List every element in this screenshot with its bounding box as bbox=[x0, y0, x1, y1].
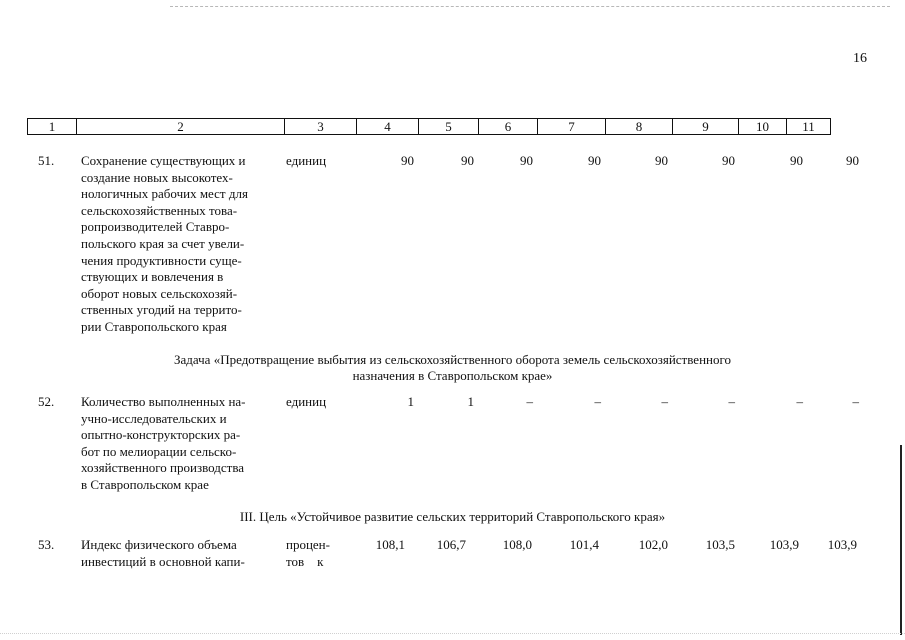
unit-line: единиц bbox=[286, 394, 327, 409]
indicator-name-line: создание новых высокотех- bbox=[81, 169, 233, 185]
indicator-name-line: ствующих и вовлечения в bbox=[81, 269, 224, 285]
value-2018: 90 bbox=[401, 153, 414, 168]
indicator-name-line: Количество выполненных на- bbox=[81, 394, 246, 409]
scan-bottom-artifact bbox=[0, 633, 905, 634]
value-2023: – bbox=[728, 394, 735, 409]
value-2024: 90 bbox=[790, 153, 803, 168]
header-col-3: 3 bbox=[284, 118, 356, 135]
header-col-1: 1 bbox=[27, 118, 76, 135]
value-2019: 1 bbox=[467, 394, 474, 409]
indicator-name-line: учно-исследовательских и bbox=[81, 410, 227, 426]
unit-of-measure bbox=[286, 153, 346, 170]
header-col-7: 7 bbox=[537, 118, 605, 135]
task-heading-line: назначения в Ставропольском крае» bbox=[352, 368, 553, 383]
indicator-name-line: сельскохозяйственных това- bbox=[81, 202, 238, 218]
scan-edge-artifact bbox=[900, 445, 902, 635]
indicator-name bbox=[81, 394, 276, 494]
value-2022: – bbox=[661, 394, 668, 409]
indicator-name-line: Индекс физического объема bbox=[81, 537, 237, 552]
unit-line: процен- bbox=[286, 537, 330, 552]
indicator-name-line: бот по мелиорации сельско- bbox=[81, 443, 237, 459]
value-2021: – bbox=[594, 394, 601, 409]
value-2023: 103,5 bbox=[705, 537, 735, 552]
header-col-5: 5 bbox=[418, 118, 478, 135]
indicator-name-line: ропроизводителей Ставро- bbox=[81, 219, 230, 235]
header-col-8: 8 bbox=[605, 118, 672, 135]
value-2025: 103,9 bbox=[827, 537, 857, 552]
value-2022: 102,0 bbox=[638, 537, 668, 552]
scan-top-artifact bbox=[170, 6, 890, 7]
value-2023: 90 bbox=[722, 153, 735, 168]
value-2021: 101,4 bbox=[569, 537, 599, 552]
value-2024: – bbox=[796, 394, 803, 409]
header-col-2: 2 bbox=[76, 118, 284, 135]
header-col-6: 6 bbox=[478, 118, 537, 135]
value-2020: – bbox=[526, 394, 533, 409]
value-2021: 90 bbox=[588, 153, 601, 168]
value-2022: 90 bbox=[655, 153, 668, 168]
indicator-name-line: хозяйственного производства bbox=[81, 460, 245, 476]
indicator-name-line: Сохранение существующих и bbox=[81, 153, 246, 168]
indicator-name-line: рии Ставропольского края bbox=[81, 318, 227, 334]
indicator-name-line: польского края за счет увели- bbox=[81, 235, 245, 251]
indicator-name-line: ственных угодий на террито- bbox=[81, 302, 242, 318]
indicator-name bbox=[81, 153, 276, 336]
row-number: 52. bbox=[38, 394, 55, 409]
indicator-name-line: опытно-конструкторских ра- bbox=[81, 427, 241, 443]
header-col-4: 4 bbox=[356, 118, 418, 135]
indicator-name-line: нологичных рабочих мест для bbox=[81, 186, 248, 202]
indicator-name-line: в Ставропольском крае bbox=[81, 476, 209, 492]
value-2019: 90 bbox=[461, 153, 474, 168]
row-number: 53. bbox=[38, 537, 55, 552]
value-2018: 108,1 bbox=[375, 537, 405, 552]
task-heading bbox=[0, 352, 905, 384]
page-number: 16 bbox=[853, 51, 867, 66]
header-col-10: 10 bbox=[738, 118, 786, 135]
indicator-name-line: оборот новых сельскохозяй- bbox=[81, 285, 238, 301]
unit-line: тов к bbox=[286, 553, 324, 569]
unit-of-measure bbox=[286, 537, 346, 570]
value-2020: 90 bbox=[520, 153, 533, 168]
value-2025: 90 bbox=[846, 153, 859, 168]
column-number-header bbox=[27, 118, 831, 135]
value-2024: 103,9 bbox=[769, 537, 799, 552]
task-heading-line: Задача «Предотвращение выбытия из сельскохозяйственного оборота земель сельскохозяйственного bbox=[174, 352, 731, 367]
unit-of-measure bbox=[286, 394, 346, 411]
value-2020: 108,0 bbox=[502, 537, 532, 552]
goal-heading bbox=[0, 509, 905, 525]
unit-line: единиц bbox=[286, 153, 327, 168]
value-2025: – bbox=[852, 394, 859, 409]
value-2018: 1 bbox=[407, 394, 414, 409]
indicator-name bbox=[81, 537, 276, 570]
value-2019: 106,7 bbox=[436, 537, 466, 552]
indicator-name-line: чения продуктивности суще- bbox=[81, 252, 242, 268]
header-col-9: 9 bbox=[672, 118, 738, 135]
row-number: 51. bbox=[38, 153, 55, 168]
goal-heading-line: III. Цель «Устойчивое развитие сельских территорий Ставропольского края» bbox=[239, 509, 666, 524]
header-col-11: 11 bbox=[786, 118, 831, 135]
indicator-name-line: инвестиций в основной капи- bbox=[81, 553, 245, 569]
